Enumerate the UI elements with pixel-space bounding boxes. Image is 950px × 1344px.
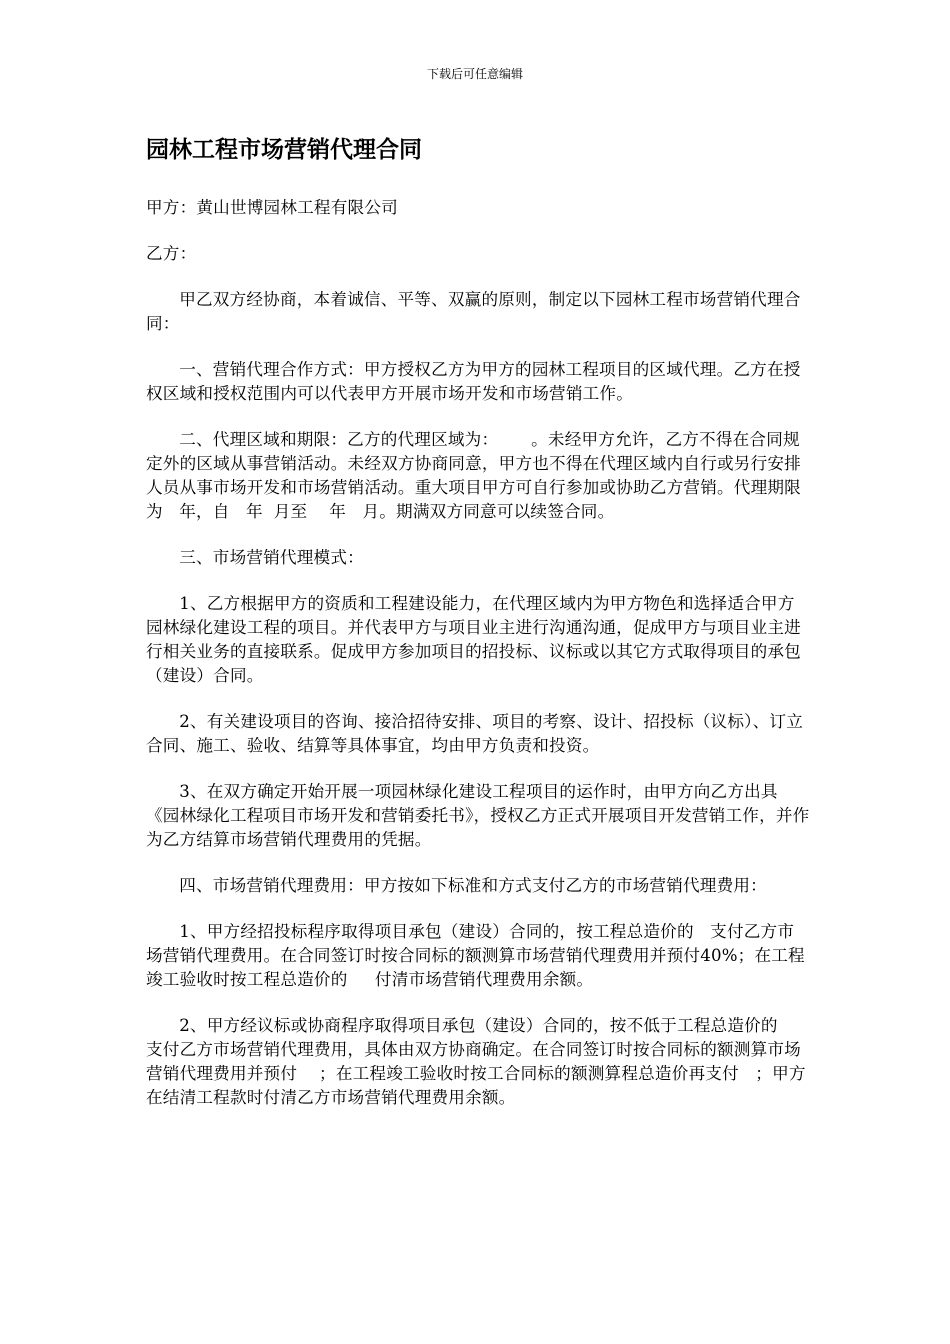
- party-b-line: 乙方：: [146, 244, 197, 263]
- section-2-paragraph: 二、代理区域和期限：乙方的代理区域为： 。未经甲方允许，乙方不得在合同规定外的区域从事营销活动。未经双方协商同意，甲方也不得在代理区域内自行或另行安排人员从事市场开发和市场营销活动。重大项目甲方可自行参加或协助乙方营销。代理期限为 年，自 年 月至 年 月。期满双方同意可以续签合同。: [146, 430, 801, 521]
- section-3-item-1: 1、乙方根据甲方的资质和工程建设能力，在代理区域内为甲方物色和选择适合甲方园林绿化建设工程的项目。并代表甲方与项目业主进行沟通沟通，促成甲方与项目业主进行相关业务的直接联系。促成甲方参加项目的招投标、议标或以其它方式取得项目的承包（建设）合同。: [146, 594, 801, 685]
- section-4-heading: 四、市场营销代理费用：甲方按如下标准和方式支付乙方的市场营销代理费用：: [179, 876, 767, 895]
- contract-title: 园林工程市场营销代理合同: [146, 137, 422, 163]
- section-3-item-3: 3、在双方确定开始开展一项园林绿化建设工程项目的运作时，由甲方向乙方出具《园林绿化工程项目市场开发和营销委托书》，授权乙方正式开展项目开发营销工作，并作为乙方结算市场营销代理费用的凭据。: [146, 782, 810, 849]
- page-header: 下载后可任意编辑: [426, 67, 523, 81]
- section-1-paragraph: 一、营销代理合作方式：甲方授权乙方为甲方的园林工程项目的区域代理。乙方在授权区域和授权范围内可以代表甲方开展市场开发和市场营销工作。: [146, 360, 801, 403]
- contract-body: [146, 196, 810, 1132]
- section-4-item-2: 2、甲方经议标或协商程序取得项目承包（建设）合同的，按不低于工程总造价的 支付乙方市场营销代理费用，具体由双方协商确定。在合同签订时按合同标的额测算市场营销代理费用并预付 ；在工程竣工验收时按工合同标的额测算程总造价再支付 ；甲方在结清工程款时付清乙方市场营销代理费用余额。: [146, 1016, 806, 1107]
- section-4-item-1: 1、甲方经招投标程序取得项目承包（建设）合同的，按工程总造价的 支付乙方市场营销代理费用。在合同签订时按合同标的额测算市场营销代理费用并预付40%；在工程竣工验收时按工程总造价的 付清市场营销代理费用余额。: [146, 922, 805, 989]
- intro-paragraph: 甲乙双方经协商，本着诚信、平等、双赢的原则，制定以下园林工程市场营销代理合同：: [146, 290, 801, 333]
- section-3-heading: 三、市场营销代理模式：: [179, 548, 364, 567]
- section-3-item-2: 2、有关建设项目的咨询、接洽招待安排、项目的考察、设计、招投标（议标）、订立合同、施工、验收、结算等具体事宜，均由甲方负责和投资。: [146, 712, 804, 755]
- party-a-line: 甲方：黄山世博园林工程有限公司: [146, 198, 398, 217]
